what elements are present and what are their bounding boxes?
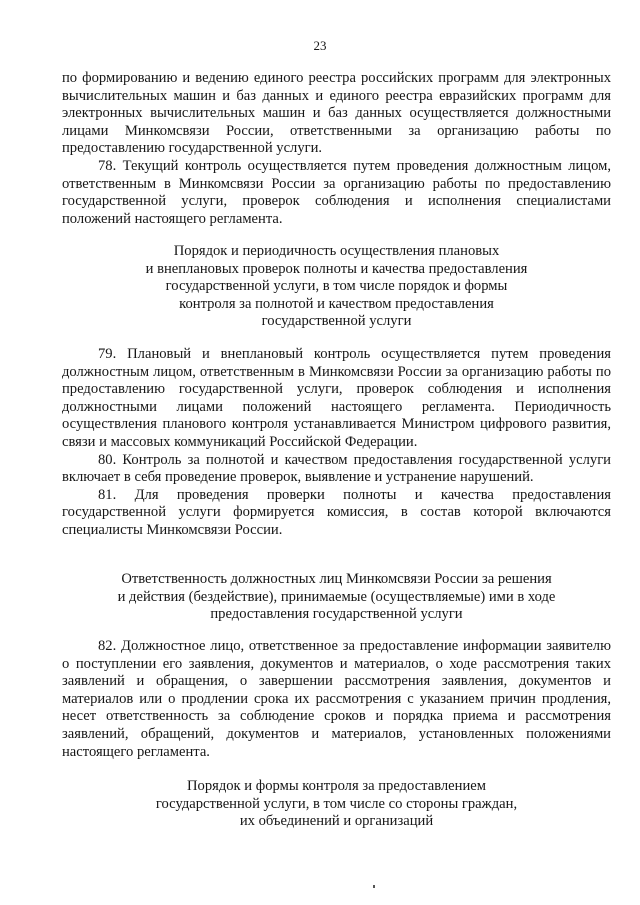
scan-mark [373, 885, 375, 888]
heading-line: государственной услуги, в том числе со стороны граждан, [155, 795, 518, 812]
heading-line: их объединений и организаций [239, 813, 434, 830]
heading-line: Порядок и периодичность осуществления плановых [173, 243, 500, 259]
paragraph-continuation: по формированию и ведению единого реестра российских программ для электронных вычислительных машин и баз данных и единого реестра евразийских программ для электронных вычислительных машин и баз данных осуществляется должностными лицами Минкомсвязи России, ответственными за организацию работы по предоставлению государственной услуги. [62, 70, 611, 157]
paragraph-82: 82. Должностное лицо, ответственное за предоставление информации заявителю о поступлении его заявления, документов и материалов, о ходе рассмотрения таких заявлений и обращения, о завершении рассмотрения заявления, документов и материалов или о продлении срока их рассмотрения с указанием причин продления, несет ответственность за соблюдение сроков и порядка приема и рассмотрения заявлений, обращений, документов и материалов, установленных положениями настоящего регламента. [62, 638, 611, 760]
section-heading-inspections [62, 243, 611, 331]
heading-line: Ответственность должностных лиц Минкомсвязи России за решения [121, 571, 552, 587]
text-block-bottom [62, 638, 611, 761]
heading-line: и действия (бездействие), принимаемые (осуществляемые) ими в ходе [117, 588, 556, 605]
text-block-top [62, 70, 611, 228]
heading-line: государственной услуги [261, 313, 412, 330]
section-heading-responsibility [62, 571, 611, 624]
text-block-middle [62, 346, 611, 540]
heading-line: и внеплановых проверок полноты и качества предоставления [145, 260, 528, 277]
page-number: 23 [313, 38, 327, 53]
paragraph-78: 78. Текущий контроль осуществляется путем проведения должностным лицом, ответственным в Минкомсвязи России за организацию работы по предоставлению государственной услуги, проверок соблюдения и исполнения специалистами положений настоящего регламента. [62, 157, 611, 227]
heading-line: государственной услуги, в том числе порядок и формы [165, 278, 508, 295]
paragraph-79: 79. Плановый и внеплановый контроль осуществляется путем проведения должностным лицом, ответственным в Минкомсвязи России за организацию работы по предоставлению государственной услуги, проверок соблюдения и исполнения должностными лицами положений настоящего регламента. Периодичность осуществления планового контроля устанавливается Министром цифрового развития, связи и массовых коммуникаций Российской Федерации. [62, 346, 611, 450]
heading-line: Порядок и формы контроля за предоставлением [186, 778, 486, 794]
heading-line: контроля за полнотой и качеством предоставления [179, 295, 494, 312]
heading-line: предоставления государственной услуги [210, 606, 463, 623]
section-heading-control-forms [62, 778, 611, 831]
paragraph-81: 81. Для проведения проверки полноты и качества предоставления государственной услуги формируется комиссия, в состав которой включаются специалисты Минкомсвязи России. [62, 486, 611, 538]
paragraph-80: 80. Контроль за полнотой и качеством предоставления государственной услуги включает в себя проведение проверок, выявление и устранение нарушений. [62, 451, 611, 486]
